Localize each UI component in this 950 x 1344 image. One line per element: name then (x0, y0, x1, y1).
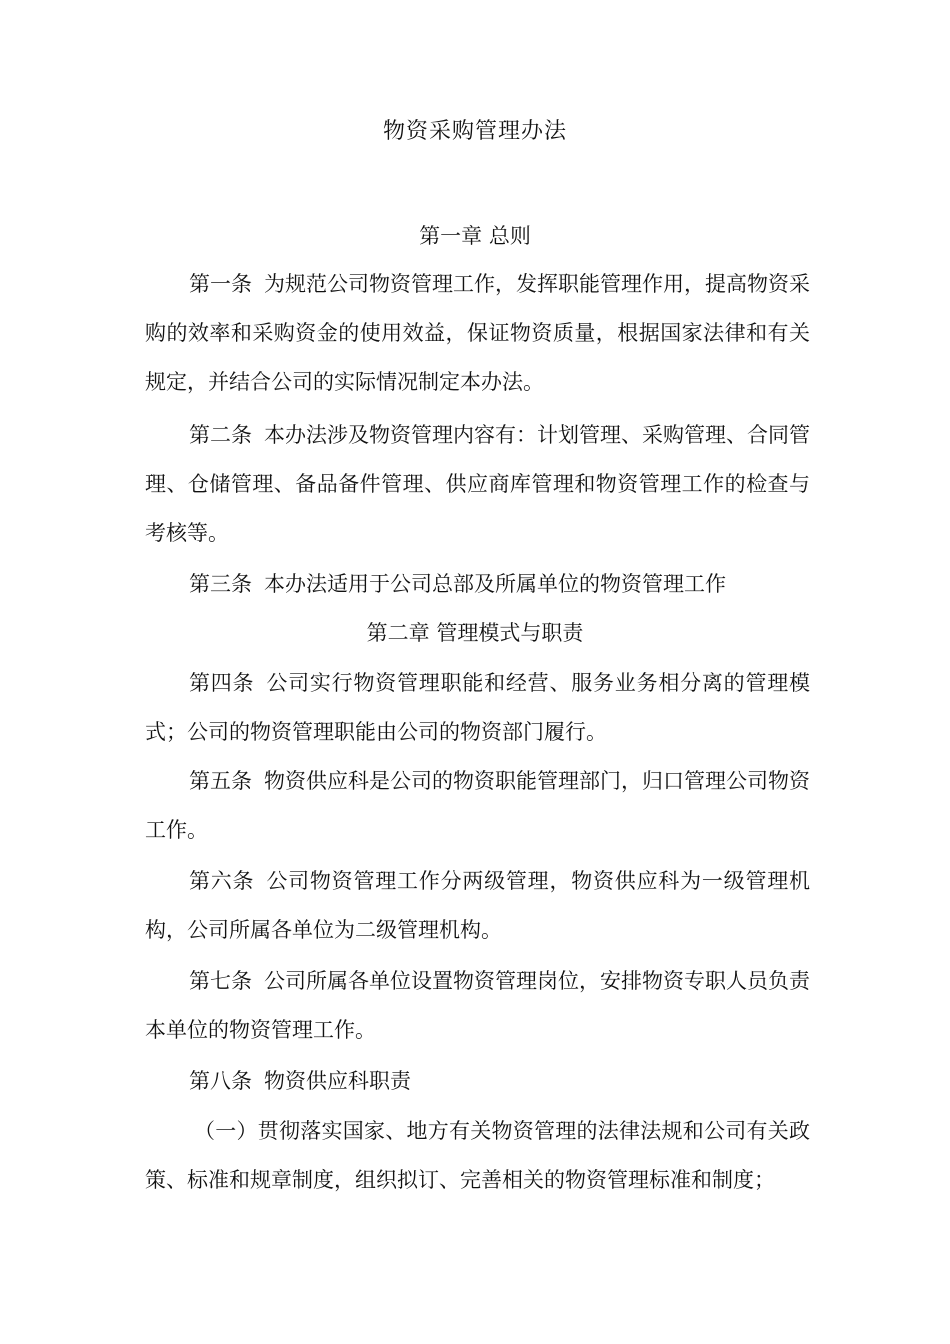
article-text: 公司实行物资管理职能和经营、服务业务相分离的管理模式；公司的物资管理职能由公司的物资部门履行。 (145, 671, 811, 744)
document-title: 物资采购管理办法 (382, 119, 567, 144)
chapter-heading-1: 第一章 总则 (419, 224, 531, 248)
chapter-heading-2: 第二章 管理模式与职责 (366, 621, 584, 645)
article-label: 第五条 (189, 769, 252, 793)
article-label: 第一条 (189, 272, 252, 296)
article-text: 公司所属各单位设置物资管理岗位，安排物资专职人员负责本单位的物资管理工作。 (145, 969, 810, 1042)
article-5 (145, 757, 810, 855)
article-3 (145, 560, 810, 609)
list-item: （一）贯彻落实国家、地方有关物资管理的法律法规和公司有关政策、标准和规章制度，组织拟订、完善相关的物资管理标准和制度； (145, 1119, 810, 1192)
article-text: 本办法涉及物资管理内容有：计划管理、采购管理、合同管理、仓储管理、备品备件管理、供应商库管理和物资管理工作的检查与考核等。 (145, 423, 810, 545)
article-6 (145, 857, 810, 955)
article-label: 第六条 (189, 869, 255, 893)
article-text: 物资供应科职责 (264, 1069, 411, 1093)
article-label: 第四条 (189, 671, 255, 695)
article-4 (145, 659, 810, 757)
article-7 (145, 957, 810, 1055)
article-label: 第八条 (189, 1069, 252, 1093)
article-label: 第七条 (189, 969, 252, 993)
article-text: 本办法适用于公司总部及所属单位的物资管理工作 (264, 572, 726, 596)
article-8 (145, 1057, 810, 1106)
article-label: 第二条 (189, 423, 252, 447)
article-text: 物资供应科是公司的物资职能管理部门，归口管理公司物资工作。 (145, 769, 810, 842)
article-1 (145, 260, 810, 407)
article-text: 为规范公司物资管理工作，发挥职能管理作用，提高物资采购的效率和采购资金的使用效益，保证物资质量，根据国家法律和有关规定，并结合公司的实际情况制定本办法。 (145, 272, 810, 394)
article-text: 公司物资管理工作分两级管理，物资供应科为一级管理机构，公司所属各单位为二级管理机构。 (145, 869, 811, 942)
article-2 (145, 411, 810, 558)
article-label: 第三条 (189, 572, 252, 596)
